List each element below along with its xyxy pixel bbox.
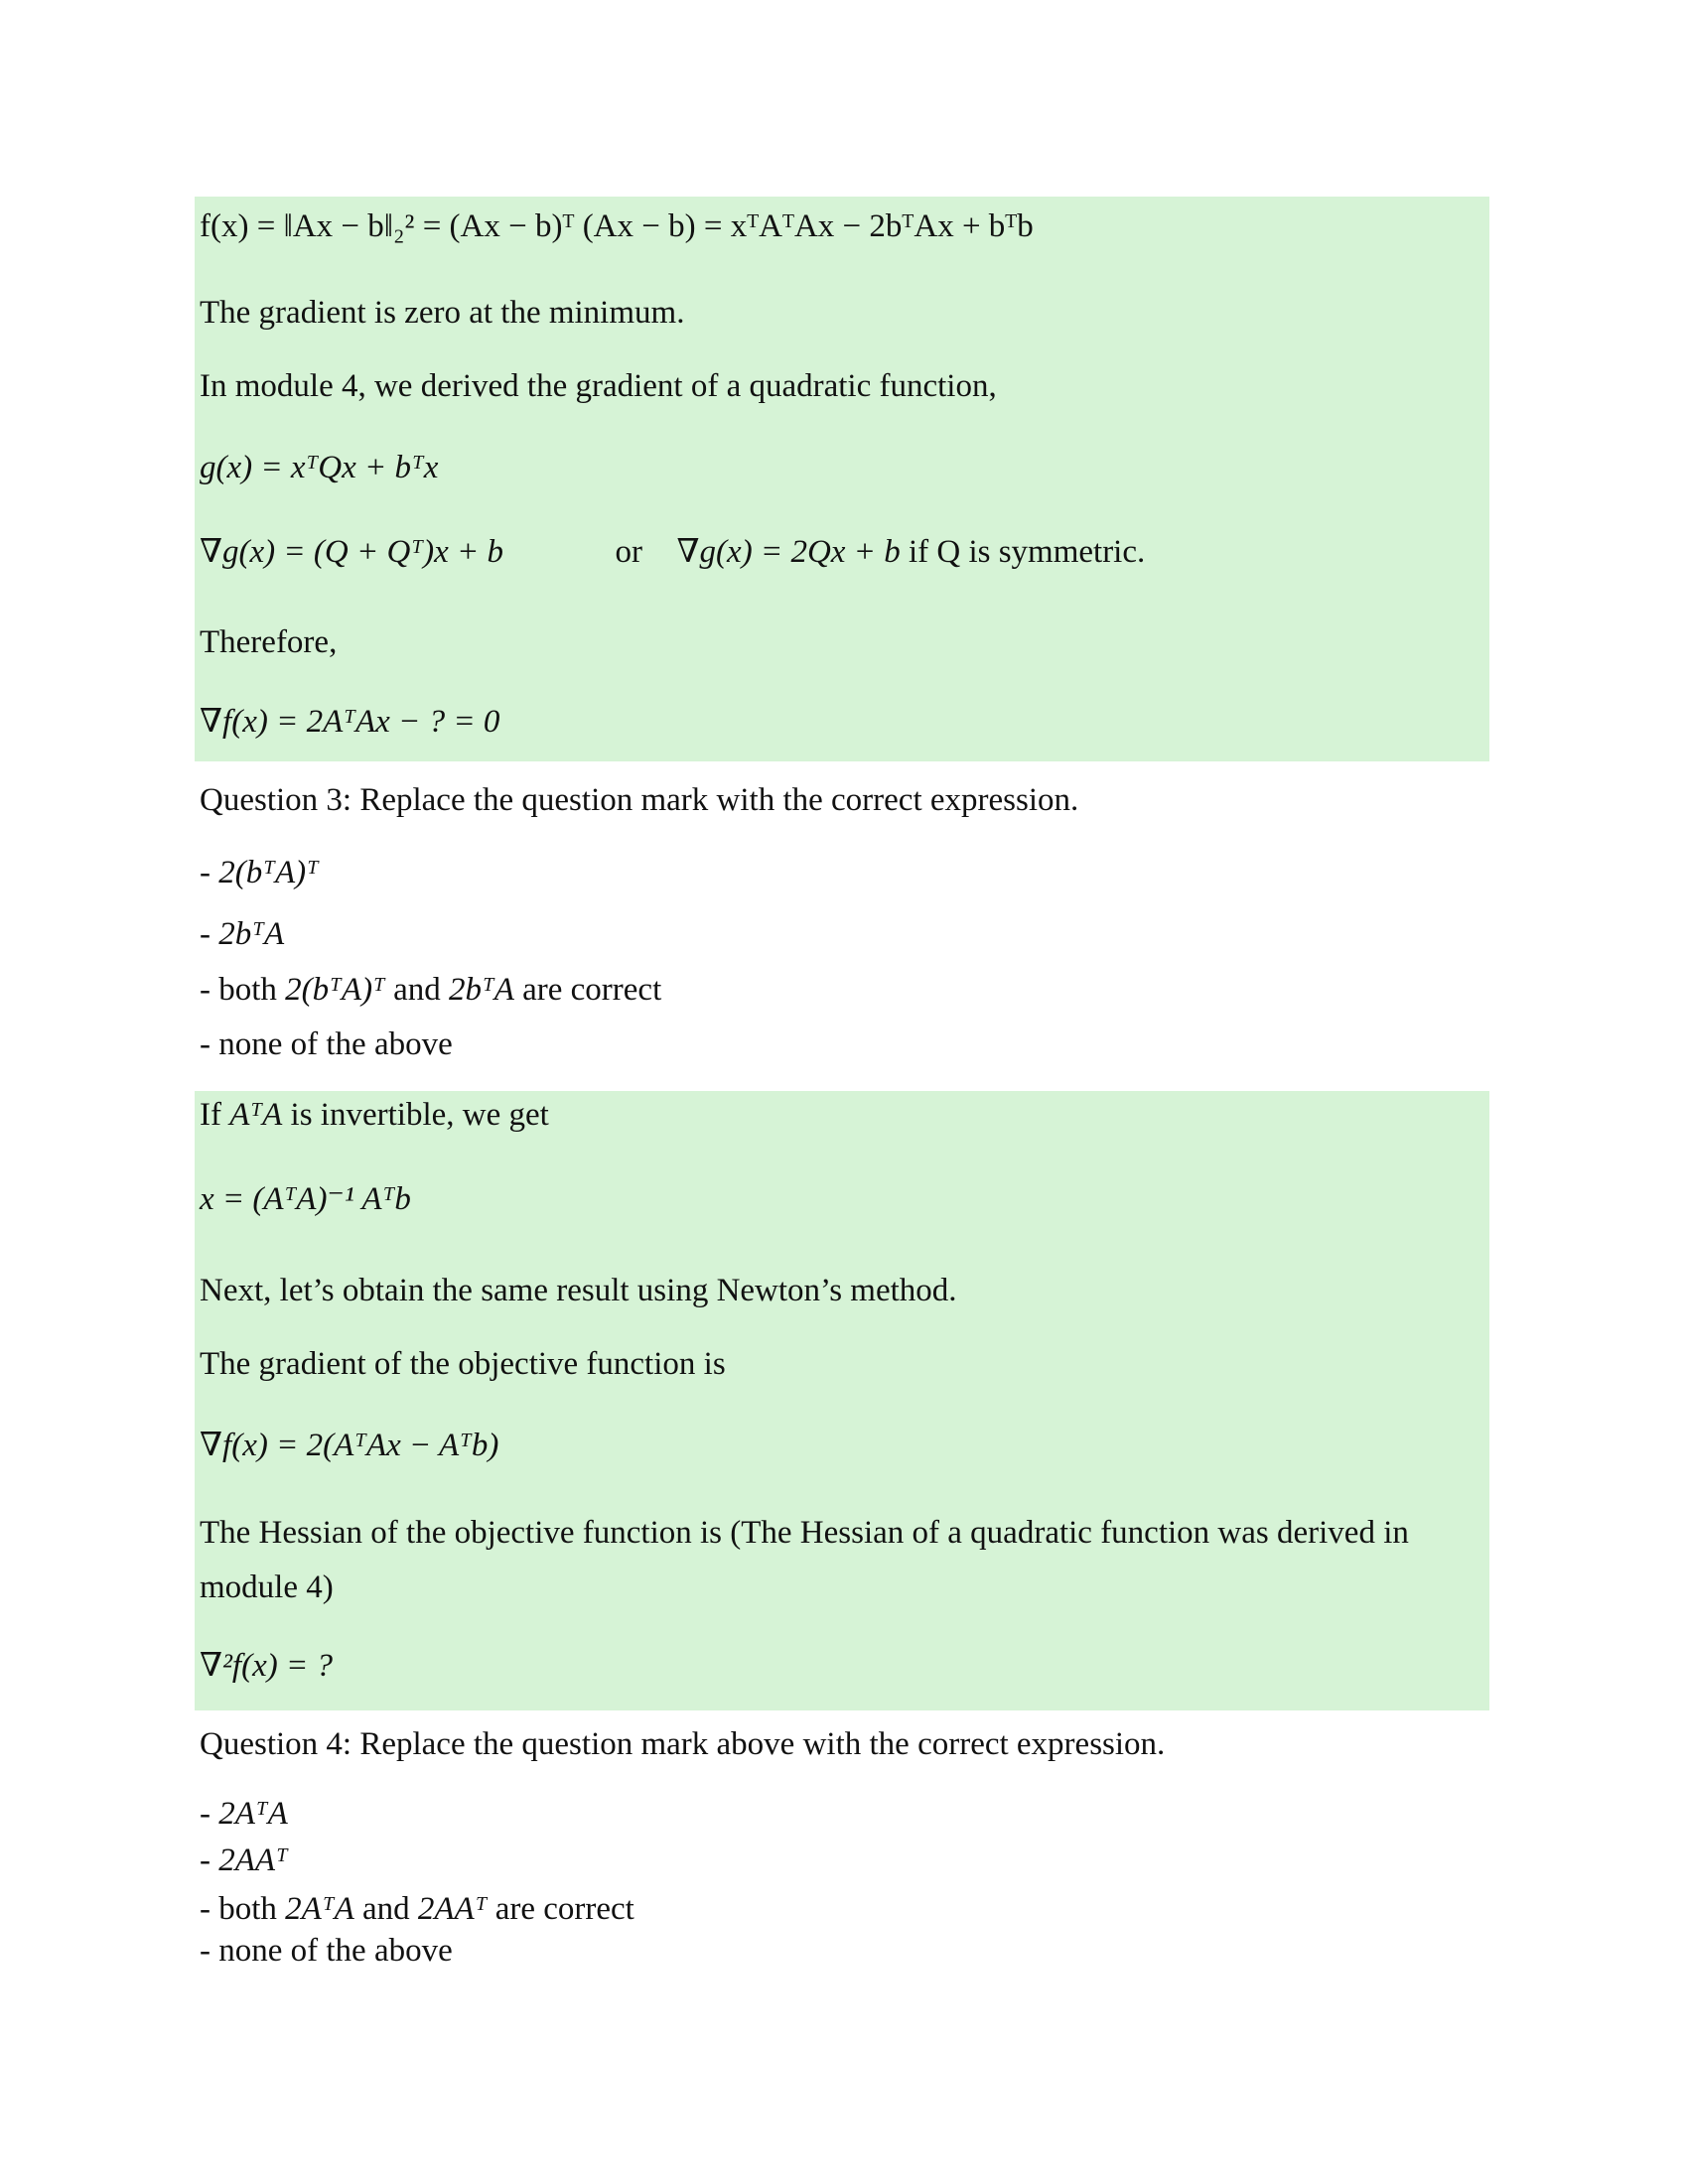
quadratic-gradient-symmetric-equation: ∇g(x) = 2Qx + b [676,534,901,570]
question-4-option-a[interactable]: - 2AᵀA [200,1796,288,1832]
invertible-prefix: If [200,1097,221,1133]
grad-f-question-equation: ∇f(x) = 2AᵀAx − ? = 0 [200,704,500,740]
question-3-option-b[interactable]: - 2bᵀA [200,916,285,952]
option-a-expression: 2(bᵀA)ᵀ [218,855,319,890]
question-3-option-a[interactable]: - 2(bᵀA)ᵀ [200,855,319,890]
option-c-and: and [361,1891,410,1927]
solution-equation: x = (AᵀA)⁻¹ Aᵀb [200,1181,411,1217]
question-4-option-b[interactable]: - 2AAᵀ [200,1843,288,1878]
invertible-row [200,1099,549,1132]
quadratic-gradient-row [200,536,1145,569]
option-b-expression: 2AAᵀ [218,1843,288,1878]
option-c-expression-2: 2AAᵀ [417,1891,488,1927]
question-3-option-c[interactable]: - both 2(bᵀA)ᵀ and 2bᵀA are correct [200,972,662,1008]
option-c-and: and [393,972,441,1008]
hessian-text-line-2: module 4) [200,1570,334,1605]
quadratic-function-equation: g(x) = xᵀQx + bᵀx [200,450,439,485]
newton-text: Next, let’s obtain the same result using Newton’s method. [200,1273,957,1308]
option-c-prefix: both [218,972,277,1008]
option-c-prefix: both [218,1891,277,1927]
hessian-text-line-1: The Hessian of the objective function is (The Hessian of a quadratic function was derived in [200,1515,1409,1551]
question-3-option-d[interactable]: - none of the above [200,1026,453,1062]
module-text: In module 4, we derived the gradient of a quadratic function, [200,368,997,404]
question-4-option-d[interactable]: - none of the above [200,1933,453,1969]
question-3-prompt: Question 3: Replace the question mark with the correct expression. [200,782,1079,818]
option-a-expression: 2AᵀA [218,1796,288,1832]
option-c-suffix: are correct [494,1891,634,1927]
quadratic-gradient-equation: ∇g(x) = (Q + Qᵀ)x + b [200,534,504,570]
option-d-text: none of the above [218,1933,453,1969]
symmetric-text: if Q is symmetric. [908,534,1146,570]
option-c-expression-1: 2(bᵀA)ᵀ [285,972,385,1008]
option-b-expression: 2bᵀA [218,916,285,952]
therefore-text: Therefore, [200,624,338,660]
intro-equation: f(x) = ‖Ax − b‖₂² = (Ax − b)ᵀ (Ax − b) = xᵀAᵀAx − 2bᵀAx + bᵀb [200,208,1034,244]
gradient-equation: ∇f(x) = 2(AᵀAx − Aᵀb) [200,1428,499,1463]
option-c-expression-1: 2AᵀA [285,1891,354,1927]
option-c-suffix: are correct [522,972,662,1008]
option-d-text: none of the above [218,1026,453,1062]
or-text: or [615,534,643,570]
invertible-expression: AᵀA [229,1097,283,1133]
question-4-prompt: Question 4: Replace the question mark above with the correct expression. [200,1726,1166,1762]
gradient-text: The gradient of the objective function is [200,1346,726,1382]
option-c-expression-2: 2bᵀA [448,972,514,1008]
invertible-suffix: is invertible, we get [290,1097,549,1133]
gradient-zero-text: The gradient is zero at the minimum. [200,295,685,331]
hessian-equation: ∇²f(x) = ? [200,1648,333,1684]
question-4-option-c[interactable]: - both 2AᵀA and 2AAᵀ are correct [200,1891,634,1927]
